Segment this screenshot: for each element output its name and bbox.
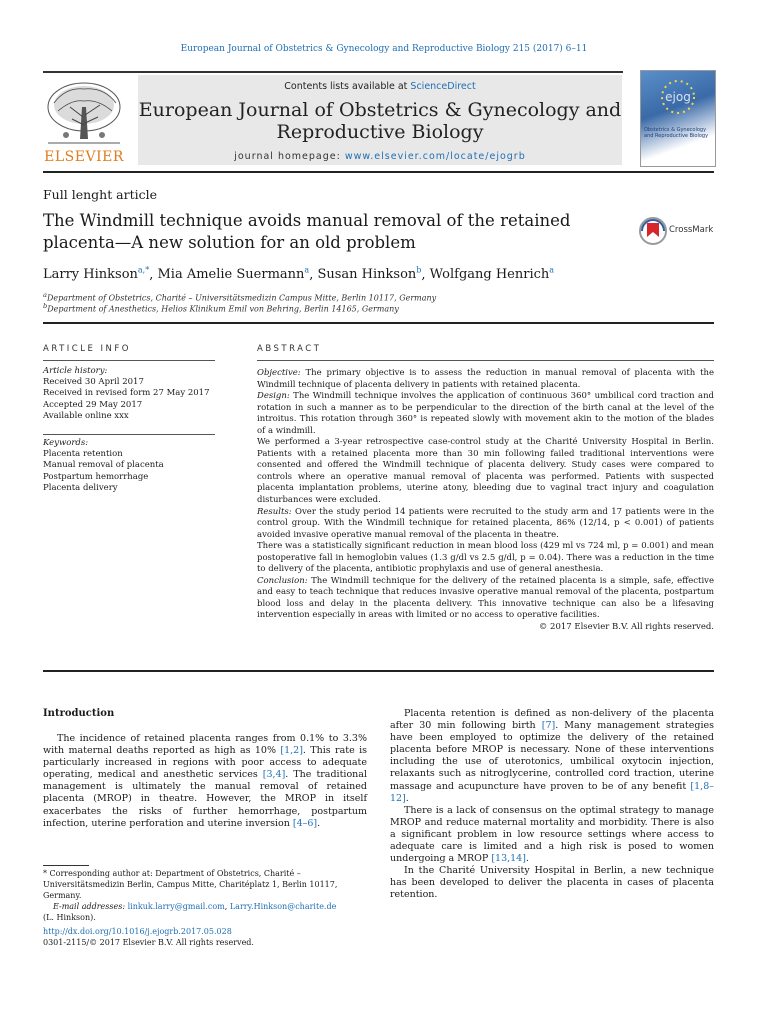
keyword: Placenta delivery — [43, 482, 118, 493]
history-label: Article history: — [43, 366, 108, 376]
journal-title-line1: European Journal of Obstetrics & Gynecology and — [138, 99, 622, 121]
abstract-copyright: © 2017 Elsevier B.V. All rights reserved. — [538, 622, 714, 633]
crossmark-badge[interactable] — [638, 216, 728, 246]
journal-cover-thumbnail[interactable] — [640, 70, 716, 167]
sciencedirect-link[interactable]: ScienceDirect — [410, 81, 476, 92]
footnote-rule — [43, 865, 89, 866]
citation-link[interactable]: [1,2] — [280, 745, 303, 757]
article-title-line1: The Windmill technique avoids manual removal of the retained — [43, 211, 571, 230]
article-title-line2: placenta—A new solution for an old problem — [43, 233, 416, 252]
citation-link[interactable]: [3,4] — [262, 769, 286, 781]
doi-block — [43, 926, 367, 948]
banner-bottom-rule — [43, 171, 714, 173]
citation-link[interactable]: [7] — [541, 720, 556, 732]
body-left-column — [43, 733, 367, 830]
article-info-rule — [43, 360, 215, 361]
paragraph: The incidence of retained placenta ranges from 0.1% to 3.3% with maternal deaths reported as high as 10% [1,2]. This rate is particularly increased in regions with poor access to adequate operating, medical and anesthetic services [3,4]. The traditional management is ultimately the manual removal of retained placenta (MROP) in theatre. However, the MROP in itself exacerbates the risks of further hemorrhage, postpartum infection, uterine perforation and uterine inversion [4–6]. — [43, 733, 367, 829]
contents-prefix: Contents lists available at — [284, 81, 411, 92]
keyword: Placenta retention — [43, 449, 123, 460]
history-accepted: Accepted 29 May 2017 — [43, 399, 143, 410]
abstract-rule — [257, 360, 714, 361]
abstract-results: Results: Over the study period 14 patients were recruited to the study arm and 17 patients were in the control group. With the Windmill technique for retained placenta, 86% (12/14, p < 0.001) of patients avoided invasive operative manual removal of the placenta in theatre. — [257, 506, 714, 540]
homepage-prefix: journal homepage: — [234, 151, 345, 162]
banner-top-rule — [43, 71, 623, 73]
paragraph: There is a lack of consensus on the optimal strategy to manage MROP and reduce maternal mortality and morbidity. There is also a significant problem in low resource settings where access to adequate care is limited and a high risk is posed to women undergoing a MROP [13,14]. — [390, 804, 714, 865]
history-online: Available online xxx — [43, 410, 129, 421]
history-received: Received 30 April 2017 — [43, 377, 144, 388]
email-link[interactable]: linkuk.larry@gmail.com — [127, 902, 225, 911]
article-type: Full lenght article — [43, 187, 158, 202]
keywords-rule — [43, 434, 215, 435]
crossmark-label: CrossMark — [669, 225, 714, 235]
svg-text:ejog: ejog — [665, 90, 691, 104]
introduction-heading: Introduction — [43, 708, 115, 719]
cover-title: Obstetrics & Gynecology and Reproductive Biology — [644, 127, 709, 139]
citation-link[interactable]: [13,14] — [491, 853, 526, 865]
keyword: Postpartum hemorrhage — [43, 471, 149, 482]
body-right-column — [390, 708, 714, 902]
article-info-heading: ARTICLE INFO — [43, 344, 131, 354]
keyword: Manual removal of placenta — [43, 460, 164, 471]
cover-stars-icon — [641, 71, 715, 121]
abstract-objective: Objective: The primary objective is to assess the reduction in manual removal of placenta with the Windmill technique of placenta delivery in patients with retained placenta. — [257, 368, 714, 390]
footnote — [43, 868, 367, 923]
author[interactable]: Mia Amelie Suermann$^a$ — [157, 266, 310, 283]
article-history — [43, 366, 215, 422]
abstract-design: Design: The Windmill technique involves the application of continuous 360° umbilical cord traction and rotation in such a manner as to be perpendicular to the direction of the birth canal at the level of the introitus. This rotation through 360° is repeated slowly with movement akin to the motion of the blades of a windmill. — [257, 391, 714, 436]
elsevier-wordmark: ELSEVIER — [44, 149, 124, 165]
journal-homepage — [138, 151, 622, 162]
contents-line — [138, 81, 622, 92]
history-revised: Received in revised form 27 May 2017 — [43, 388, 210, 399]
abstract-bottom-rule — [43, 670, 714, 672]
citation-link[interactable]: [1,8–12] — [390, 780, 714, 804]
affiliation-a: $^a$Department of Obstetrics, Charité – Universitätsmedizin Campus Mitte, Berlin 10117, Germany — [43, 291, 437, 303]
journal-title — [138, 99, 622, 143]
homepage-link[interactable]: www.elsevier.com/locate/ejogrb — [344, 151, 526, 162]
abstract-body — [257, 368, 714, 634]
citation-link[interactable]: [4–6] — [292, 817, 318, 829]
author[interactable]: Wolfgang Henrich$^a$ — [429, 266, 555, 283]
keywords — [43, 438, 215, 494]
abstract-design-2: We performed a 3-year retrospective case-control study at the Charité University Hospital in Berlin. Patients with a retained placenta more than 30 min following failed traditional interventions were consented and offered the Windmill technique of placenta delivery. Study cases were compared to controls where an operative manual removal of placenta was performed. Patients with suspected placenta implantation problems, uterine atony, bleeding due to vaginal tract injury and coagulation disturbances were excluded. — [257, 437, 714, 506]
affiliation-b: $^b$Department of Anesthetics, Helios Klinikum Emil von Behring, Berlin 14165, Germany — [43, 302, 399, 314]
abstract-results-2: There was a statistically significant reduction in mean blood loss (429 ml vs 724 ml, p = 0.001) and mean postoperative fall in hemoglobin values (1.3 g/dl vs 2.5 g/dl, p = 0.04). There was a reduction in the time to delivery of the placenta, antibiotic prophylaxis and use of general anesthesia. — [257, 541, 714, 575]
paragraph: In the Charité University Hospital in Berlin, a new technique has been developed to deliver the placenta in cases of placenta retention. — [390, 865, 714, 901]
corresponding-author: * Corresponding author at: Department of Obstetrics, Charité – Universitätsmedizin Berlin, Campus Mitte, Charitéplatz 1, Berlin 10117, Germany. — [43, 869, 338, 900]
author[interactable]: Susan Hinkson$^b$ — [317, 266, 422, 283]
email-addresses: E-mail addresses: linkuk.larry@gmail.com, Larry.Hinkson@charite.de — [53, 902, 337, 911]
email-owner: (L. Hinkson). — [43, 913, 96, 922]
doi-link[interactable]: http://dx.doi.org/10.1016/j.ejogrb.2017.05.028 — [43, 927, 232, 936]
crossmark-icon — [638, 216, 668, 246]
abstract-heading: ABSTRACT — [257, 344, 322, 354]
author[interactable]: Larry Hinkson$^{a,*}$ — [43, 266, 150, 283]
keywords-label: Keywords: — [43, 438, 89, 448]
paragraph: Placenta retention is defined as non-delivery of the placenta after 30 min following birth [7]. Many management strategies have been employed to optimize the delivery of the retained placenta before MROP is necessary. None of these interventions including the use of uterotonics, umbilical oxytocin injection, relaxants such as nitroglycerine, controlled cord traction, uterine massage and acupuncture have proven to be of any benefit [1,8–12]. — [390, 708, 714, 804]
journal-citation[interactable]: European Journal of Obstetrics & Gynecology and Reproductive Biology 215 (2017) 6–11 — [180, 44, 588, 54]
email-link[interactable]: Larry.Hinkson@charite.de — [229, 902, 337, 911]
article-title — [43, 210, 623, 254]
elsevier-tree-icon — [42, 77, 126, 149]
abstract-conclusion: Conclusion: The Windmill technique for the delivery of the retained placenta is a simple, safe, effective and easy to teach technique that reduces invasive operative manual removal of the placenta, postpartum blood loss and delay in the placenta delivery. This innovative technique can also be a lifesaving intervention especially in areas with limited or no access to operative facilities. — [257, 575, 714, 621]
issn-copyright: 0301-2115/© 2017 Elsevier B.V. All rights reserved. — [43, 938, 254, 947]
elsevier-logo — [42, 77, 126, 165]
journal-title-line2: Reproductive Biology — [276, 121, 484, 143]
affiliation-rule — [43, 322, 714, 324]
author-list: Larry Hinkson$^{a,*}$, Mia Amelie Suermann$^a$, Susan Hinkson$^b$, Wolfgang Henrich$^a$ — [43, 266, 555, 283]
